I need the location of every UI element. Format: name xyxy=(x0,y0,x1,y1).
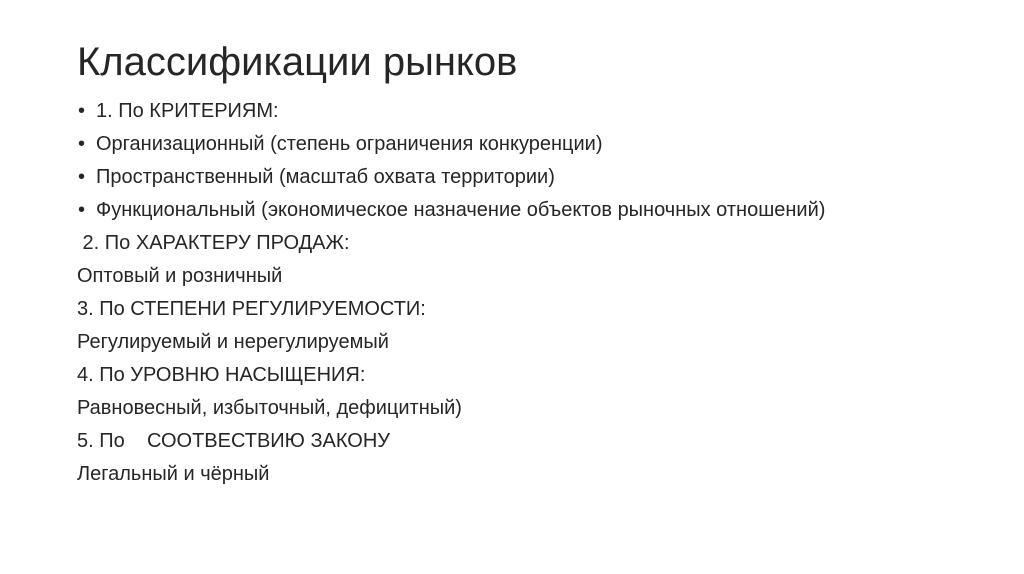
bullet-text: 1. По КРИТЕРИЯМ: xyxy=(96,100,279,122)
bullet-dot: • xyxy=(78,199,86,221)
slide-title: Классификации рынков xyxy=(77,40,518,84)
bullet-text: Функциональный (экономическое назначение объектов рыночных отношений) xyxy=(96,199,826,221)
text-line: 4. По УРОВНЮ НАСЫЩЕНИЯ: xyxy=(77,364,366,386)
bullet-dot: • xyxy=(78,133,86,155)
bullet-item xyxy=(77,166,877,188)
bullet-dot: • xyxy=(78,166,86,188)
bullet-item xyxy=(77,199,856,221)
bullet-text: Пространственный (масштаб охвата территории) xyxy=(96,166,555,188)
text-line: 5. По СООТВЕСТВИЮ ЗАКОНУ xyxy=(77,430,390,452)
text-line: Оптовый и розничный xyxy=(77,265,283,287)
text-line: Равновесный, избыточный, дефицитный) xyxy=(77,397,462,419)
text-line: Легальный и чёрный xyxy=(77,463,270,485)
bullet-text: Организационный (степень ограничения конкуренции) xyxy=(96,133,603,155)
bullet-dot: • xyxy=(78,100,86,122)
bullet-item xyxy=(77,133,877,155)
slide-content xyxy=(77,98,877,485)
text-line: 3. По СТЕПЕНИ РЕГУЛИРУЕМОСТИ: xyxy=(77,298,426,320)
text-line: 2. По ХАРАКТЕРУ ПРОДАЖ: xyxy=(77,232,350,254)
bullet-item xyxy=(77,100,877,122)
text-line: Регулируемый и нерегулируемый xyxy=(77,331,389,353)
